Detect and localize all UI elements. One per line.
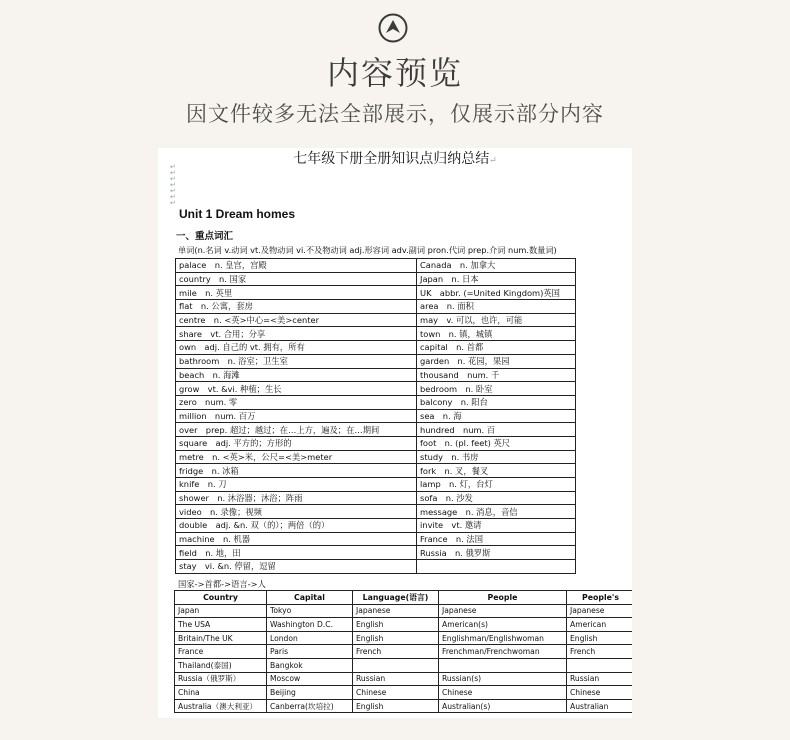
- table-row: [176, 491, 576, 505]
- country-cell: Canberra(坎培拉): [267, 699, 353, 713]
- country-cell: English: [353, 631, 439, 645]
- vocab-cell: mile n. 英里: [176, 286, 417, 300]
- table-row: [175, 699, 633, 713]
- vocab-cell: foot n. (pl. feet) 英尺: [417, 436, 576, 450]
- table-row: [176, 505, 576, 519]
- country-cell: Bangkok: [267, 658, 353, 672]
- vocab-cell: double adj. &n. 双（的）；两倍（的）: [176, 519, 417, 533]
- country-cell: Russian: [567, 672, 633, 686]
- table-row: [175, 645, 633, 659]
- table-row: [176, 519, 576, 533]
- vocab-cell: centre n. <英>中心=<美>center: [176, 313, 417, 327]
- country-table: [174, 590, 632, 713]
- table-row: [176, 327, 576, 341]
- vocab-cell: over prep. 超过；越过；在…上方，遍及；在…期间: [176, 423, 417, 437]
- vocab-cell: garden n. 花园，果园: [417, 354, 576, 368]
- vocab-cell: sofa n. 沙发: [417, 491, 576, 505]
- country-cell: Japanese: [353, 604, 439, 618]
- country-cell: Chinese: [439, 686, 567, 700]
- vocab-cell: zero num. 零: [176, 395, 417, 409]
- vocab-cell: palace n. 皇宫，宫殿: [176, 259, 417, 273]
- country-cell: Beijing: [267, 686, 353, 700]
- table-row: [175, 604, 633, 618]
- country-cell: Australian: [567, 699, 633, 713]
- country-cell: Englishman/Englishwoman: [439, 631, 567, 645]
- up-arrow-circle-icon: [378, 13, 408, 43]
- vocab-cell: bathroom n. 浴室；卫生室: [176, 354, 417, 368]
- vocab-cell: area n. 面积: [417, 300, 576, 314]
- table-row: [176, 423, 576, 437]
- vocab-cell: fork n. 叉，餐叉: [417, 464, 576, 478]
- country-cell: Thailand(泰国): [175, 658, 267, 672]
- preview-title: 内容预览: [326, 54, 463, 92]
- country-cell: Russia（俄罗斯）: [175, 672, 267, 686]
- vocab-cell: flat n. 公寓，套房: [176, 300, 417, 314]
- vocab-cell: hundred num. 百: [417, 423, 576, 437]
- table-row: [176, 546, 576, 560]
- country-cell: France: [175, 645, 267, 659]
- country-cell: American: [567, 618, 633, 632]
- vocab-cell: own adj. 自己的 vt. 拥有，所有: [176, 341, 417, 355]
- table-row: [176, 341, 576, 355]
- table-row: [175, 658, 633, 672]
- country-cell: Australia（澳大利亚）: [175, 699, 267, 713]
- vocab-cell: fridge n. 冰箱: [176, 464, 417, 478]
- table-row: [175, 672, 633, 686]
- table-row: [176, 436, 576, 450]
- vocab-cell: message n. 消息，音信: [417, 505, 576, 519]
- country-cell: Frenchman/Frenchwoman: [439, 645, 567, 659]
- country-cell: Chinese: [567, 686, 633, 700]
- vocab-cell: machine n. 机器: [176, 532, 417, 546]
- country-cell: Australian(s): [439, 699, 567, 713]
- table-row: [175, 631, 633, 645]
- vocab-cell: lamp n. 灯，台灯: [417, 478, 576, 492]
- country-cell: Tokyo: [267, 604, 353, 618]
- vocab-cell: capital n. 首都: [417, 341, 576, 355]
- table-row: [175, 618, 633, 632]
- section-heading: 一、重点词汇: [176, 231, 234, 242]
- vocab-cell: knife n. 刀: [176, 478, 417, 492]
- table-row: [175, 686, 633, 700]
- vocab-cell: shower n. 沐浴器；沐浴；阵雨: [176, 491, 417, 505]
- column-header: Country: [175, 591, 267, 605]
- country-cell: English: [567, 631, 633, 645]
- country-cell: Paris: [267, 645, 353, 659]
- country-cell: Japan: [175, 604, 267, 618]
- vocab-cell: field n. 地，田: [176, 546, 417, 560]
- table-row: [176, 409, 576, 423]
- country-cell: Japanese: [439, 604, 567, 618]
- table-row: [176, 464, 576, 478]
- table-row: [176, 259, 576, 273]
- country-cell: English: [353, 618, 439, 632]
- country-cell: Russian(s): [439, 672, 567, 686]
- vocab-cell: share vt. 合用；分享: [176, 327, 417, 341]
- vocab-cell: sea n. 海: [417, 409, 576, 423]
- unit-heading: Unit 1 Dream homes: [179, 207, 296, 221]
- vocab-cell: may v. 可以，也许，可能: [417, 313, 576, 327]
- column-header: Language(语言): [353, 591, 439, 605]
- abbreviation-legend: 单词(n.名词 v.动词 vt.及物动词 vi.不及物动词 adj.形容词 adv.副词 pron.代词 prep.介词 num.数量词): [178, 245, 557, 255]
- column-header: Capital: [267, 591, 353, 605]
- country-cell: French: [567, 645, 633, 659]
- vocab-cell: invite vt. 邀请: [417, 519, 576, 533]
- country-cell: [353, 658, 439, 672]
- country-cell: French: [353, 645, 439, 659]
- vocabulary-table: [175, 258, 576, 574]
- vocab-cell: million num. 百万: [176, 409, 417, 423]
- table-row: [176, 272, 576, 286]
- country-cell: Russian: [353, 672, 439, 686]
- table-row: [176, 382, 576, 396]
- table-row: [176, 368, 576, 382]
- table-row: [176, 313, 576, 327]
- table-row: [176, 450, 576, 464]
- table-row: [176, 286, 576, 300]
- table-row: [176, 532, 576, 546]
- country-cell: Chinese: [353, 686, 439, 700]
- country-cell: Moscow: [267, 672, 353, 686]
- preview-subtitle: 因文件较多无法全部展示，仅展示部分内容: [186, 102, 604, 126]
- vocab-cell: video n. 录像；视频: [176, 505, 417, 519]
- vocab-cell: stay vi. &n. 停留，逗留: [176, 560, 417, 574]
- country-cell: London: [267, 631, 353, 645]
- vocab-cell: France n. 法国: [417, 532, 576, 546]
- vocab-cell: beach n. 海滩: [176, 368, 417, 382]
- table-row: [176, 395, 576, 409]
- document-title: 七年级下册全册知识点归纳总结↵: [293, 151, 497, 167]
- vocab-cell: UK abbr. (=United Kingdom)英国: [417, 286, 576, 300]
- table-row: [176, 300, 576, 314]
- country-cell: [567, 658, 633, 672]
- vocab-cell: metre n. <英>米，公尺=<美>meter: [176, 450, 417, 464]
- vocab-cell: bedroom n. 卧室: [417, 382, 576, 396]
- column-header: People: [439, 591, 567, 605]
- country-cell: Britain/The UK: [175, 631, 267, 645]
- vocab-cell: country n. 国家: [176, 272, 417, 286]
- table-row: [176, 478, 576, 492]
- table-row: [176, 354, 576, 368]
- document-page: [158, 148, 632, 718]
- vocab-cell: study n. 书房: [417, 450, 576, 464]
- vocab-cell: balcony n. 阳台: [417, 395, 576, 409]
- country-cell: [439, 658, 567, 672]
- country-cell: English: [353, 699, 439, 713]
- country-cell: Washington D.C.: [267, 618, 353, 632]
- vocab-cell: square adj. 平方的；方形的: [176, 436, 417, 450]
- vocab-cell: Russia n. 俄罗斯: [417, 546, 576, 560]
- country-cell: China: [175, 686, 267, 700]
- vocab-cell: thousand num. 千: [417, 368, 576, 382]
- vocab-cell: town n. 镇，城镇: [417, 327, 576, 341]
- paragraph-marks: ↵ ↵ ↵ ↵ ↵ ↵ ↵: [170, 163, 176, 207]
- vocab-cell: [417, 560, 576, 574]
- column-header: People's: [567, 591, 633, 605]
- country-chain-note: 国家->首都->语言->人: [178, 579, 266, 589]
- country-cell: Japanese: [567, 604, 633, 618]
- country-cell: The USA: [175, 618, 267, 632]
- vocab-cell: grow vt. &vi. 种植；生长: [176, 382, 417, 396]
- table-row: [176, 560, 576, 574]
- vocab-cell: Japan n. 日本: [417, 272, 576, 286]
- country-cell: American(s): [439, 618, 567, 632]
- vocab-cell: Canada n. 加拿大: [417, 259, 576, 273]
